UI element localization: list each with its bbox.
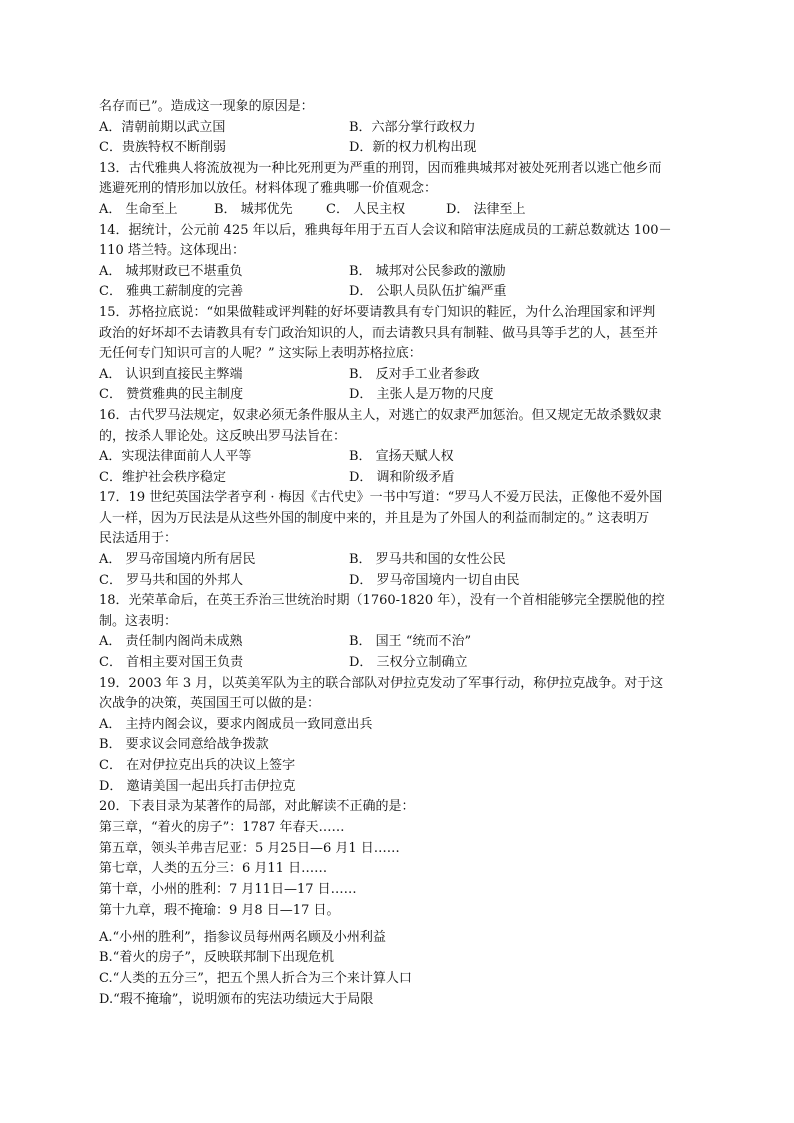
q15-option-c[interactable]: C． 赞赏雅典的民主制度 (99, 387, 244, 403)
q14-option-a[interactable]: A． 城邦财政已不堪重负 (99, 263, 243, 279)
question-16-stem-line-1: 16．古代罗马法规定，奴隶必须无条件服从主人，对逃亡的奴隶严加惩治。但又规定无故杀戮奴隶 (99, 407, 662, 423)
question-17-stem-line-1: 17．19 世纪英国法学者亨利 · 梅因《古代史》一书中写道：“罗马人不爱万民法，正像他不爱外国 (99, 490, 663, 506)
question-13-options (99, 200, 699, 221)
exam-page (99, 97, 699, 1010)
q14-option-c[interactable]: C． 雅典工薪制度的完善 (99, 284, 244, 300)
question-17-options-row-1 (99, 550, 699, 571)
question-15-options-row-1 (99, 365, 699, 386)
q12-option-c[interactable]: C．贵族特权不断削弱 (99, 140, 226, 156)
q20-option-b[interactable]: B.“着火的房子”，反映联邦制下出现危机 (99, 950, 334, 966)
question-17-stem-line-3: 民法适用于： (99, 531, 178, 547)
q18-option-d[interactable]: D． 三权分立制确立 (349, 655, 468, 671)
question-15-stem-line-1: 15．苏格拉底说：“如果做鞋或评判鞋的好坏要请教具有专门知识的鞋匠，为什么治理国家和评判 (99, 304, 656, 320)
question-12-options-row-2 (99, 138, 699, 159)
question-13-stem-line-2: 逃避死刑的情形加以放任。材料体现了雅典哪一价值观念： (99, 181, 438, 197)
q16-option-c[interactable]: C．维护社会秩序稳定 (99, 469, 226, 485)
question-14-stem-line-1: 14．据统计，公元前 425 年以后，雅典每年用于五百人会议和陪审法庭成员的工薪总数就达 100－ (99, 222, 672, 238)
q19-option-d[interactable]: D． 邀请美国一起出兵打击伊拉克 (99, 778, 296, 794)
question-13-stem-line-1: 13．古代雅典人将流放视为一种比死刑更为严重的刑罚，因而雅典城邦对被处死刑者以逃亡他乡而 (99, 160, 662, 176)
q19-option-b[interactable]: B． 要求议会同意给战争拨款 (99, 737, 269, 753)
q13-option-c[interactable]: C． 人民主权 (326, 201, 406, 217)
q16-option-d[interactable]: D． 调和阶级矛盾 (349, 469, 455, 485)
q19-option-a[interactable]: A． 主持内阁会议，要求内阁成员一致同意出兵 (99, 716, 373, 732)
question-14-stem-line-2: 110 塔兰特。这体现出： (99, 243, 245, 259)
q15-option-b[interactable]: B． 反对手工业者参政 (349, 366, 480, 382)
question-18-options-row-1 (99, 632, 699, 653)
q20-option-d[interactable]: D.“瑕不掩瑜”，说明颁布的宪法功绩远大于局限 (99, 991, 374, 1007)
question-17-options-row-2 (99, 571, 699, 592)
toc-entry: 第三章，“着火的房子”：1787 年春天…… (99, 819, 345, 835)
question-16-stem-line-2: 的，按杀人罪论处。这反映出罗马法旨在： (99, 428, 347, 444)
toc-entry: 第五章，领头羊弗吉尼亚：5 月25日—6 月1 日…… (99, 840, 400, 856)
q17-option-b[interactable]: B． 罗马共和国的女性公民 (349, 552, 506, 568)
q20-option-c[interactable]: C.“人类的五分三”，把五个黑人折合为三个来计算人口 (99, 970, 412, 986)
question-12-tail: 名存而已”。造成这一现象的原因是： (99, 99, 314, 114)
q18-option-c[interactable]: C． 首相主要对国王负责 (99, 655, 244, 671)
q17-option-a[interactable]: A． 罗马帝国境内所有居民 (99, 552, 256, 568)
question-18-options-row-2 (99, 653, 699, 674)
question-19-stem-line-2: 次战争的决策，英国国王可以做的是： (99, 696, 321, 712)
q14-option-d[interactable]: D． 公职人员队伍扩编严重 (349, 284, 507, 300)
toc-entry: 第十章，小州的胜利：7 月11日—17 日…… (99, 882, 357, 898)
question-20-stem: 20．下表目录为某著作的局部，对此解读不正确的是： (99, 799, 415, 815)
q12-option-d[interactable]: D．新的权力机构出现 (349, 140, 477, 156)
q18-option-b[interactable]: B． 国王 “统而不治” (349, 634, 472, 650)
q17-option-d[interactable]: D． 罗马帝国境内一切自由民 (349, 572, 520, 588)
question-14-options-row-2 (99, 282, 699, 303)
toc-entry: 第七章，人类的五分三：6 月11 日…… (99, 861, 328, 877)
question-18-stem-line-1: 18．光荣革命后，在英王乔治三世统治时期（1760-1820 年），没有一个首相能够完全摆脱他的控 (99, 593, 665, 609)
q15-option-d[interactable]: D． 主张人是万物的尺度 (349, 387, 494, 403)
question-19-stem-line-1: 19．2003 年 3 月，以英美军队为主的联合部队对伊拉克发动了军事行动，称伊拉克战争。对于这 (99, 675, 664, 691)
question-15-stem-line-3: 无任何专门知识可言的人呢？” 这实际上表明苏格拉底： (99, 346, 422, 362)
q16-option-b[interactable]: B． 宣扬天赋人权 (349, 449, 454, 465)
q13-option-b[interactable]: B． 城邦优先 (214, 201, 293, 217)
q17-option-c[interactable]: C． 罗马共和国的外邦人 (99, 572, 244, 588)
question-17-stem-line-2: 人一样，因为万民法是从这些外国的制度中来的，并且是为了外国人的利益而制定的。” 这表明万 (99, 510, 650, 526)
q13-option-d[interactable]: D． 法律至上 (446, 201, 526, 217)
q16-option-a[interactable]: A．实现法律面前人人平等 (99, 449, 252, 465)
question-16-options-row-2 (99, 468, 699, 489)
question-15-stem-line-2: 政治的好坏却不去请教具有专门政治知识的人，而去请教只具有制鞋、做马具等手艺的人，甚至并 (99, 325, 659, 341)
q12-option-a[interactable]: A．清朝前期以武立国 (99, 119, 226, 135)
question-16-options-row-1 (99, 447, 699, 468)
question-14-options-row-1 (99, 262, 699, 283)
q12-option-b[interactable]: B．六部分掌行政权力 (349, 119, 476, 135)
q18-option-a[interactable]: A． 责任制内阁尚未成熟 (99, 634, 243, 650)
q13-option-a[interactable]: A． 生命至上 (99, 201, 178, 217)
question-12-options-row-1 (99, 118, 699, 139)
question-15-options-row-2 (99, 385, 699, 406)
question-18-stem-line-2: 制。这表明： (99, 613, 178, 629)
q20-option-a[interactable]: A.“小州的胜利”，指参议员每州两名顾及小州利益 (99, 929, 386, 945)
toc-entry: 第十九章，瑕不掩瑜：9 月8 日—17 日。 (99, 902, 340, 918)
q14-option-b[interactable]: B． 城邦对公民参政的激励 (349, 263, 506, 279)
q15-option-a[interactable]: A． 认识到直接民主弊端 (99, 366, 243, 382)
q19-option-c[interactable]: C． 在对伊拉克出兵的决议上签字 (99, 758, 296, 773)
